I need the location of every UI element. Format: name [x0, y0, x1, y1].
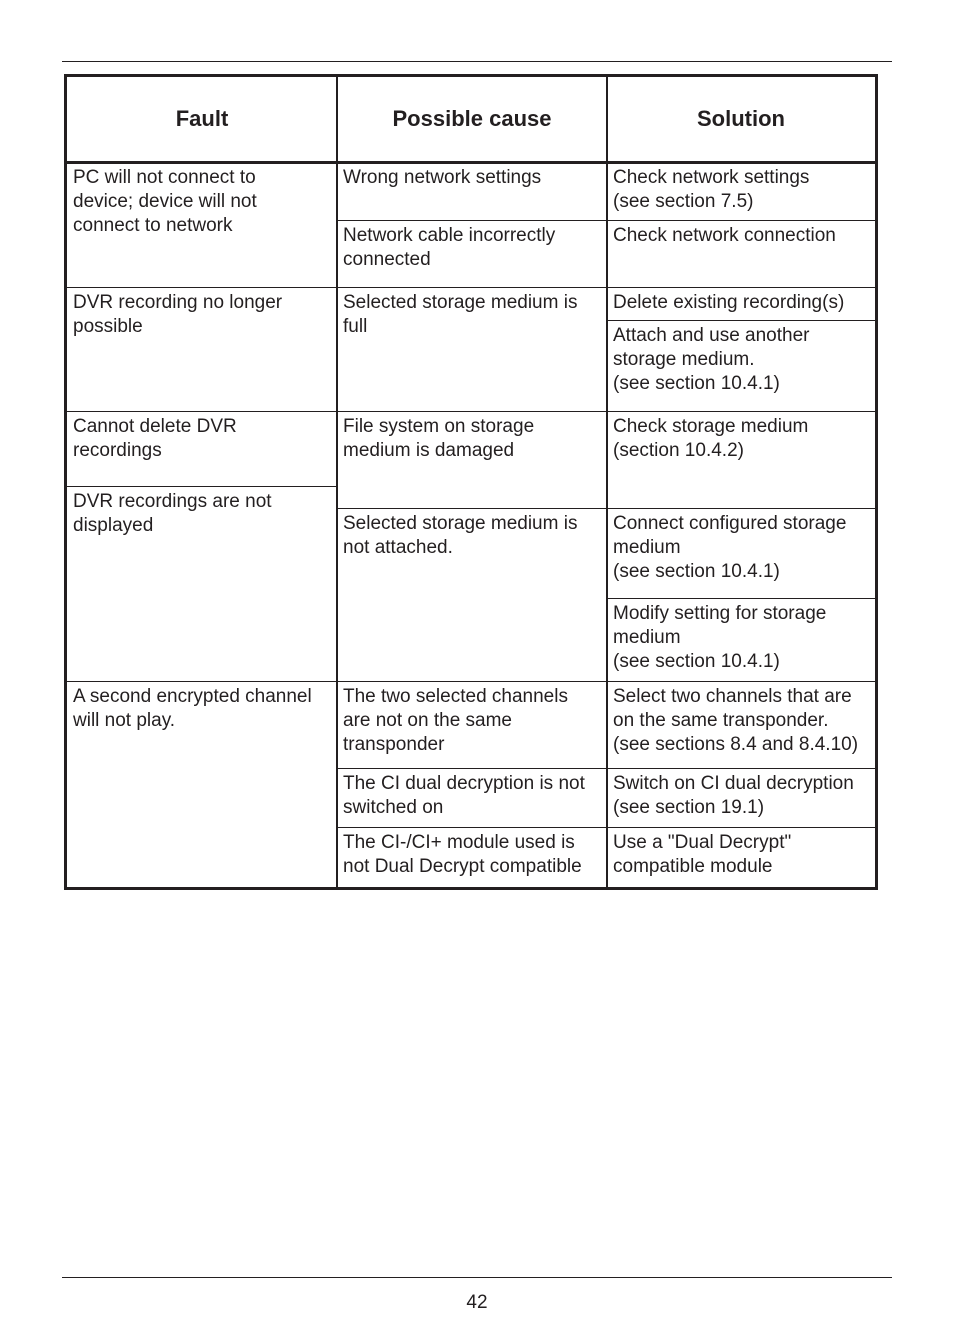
solution-check-network-connection: Check network connection: [613, 225, 836, 246]
fault-not-displayed: DVR recordings are not displayed: [73, 491, 272, 536]
solution-switch-ci-dual: Switch on CI dual decryption (see section 19.1): [613, 773, 854, 818]
troubleshooting-table: [64, 74, 878, 890]
cause-storage-full: Selected storage medium is full: [343, 292, 578, 337]
header-possible-cause: Possible cause: [392, 106, 552, 131]
solution-dual-decrypt-module: Use a "Dual Decrypt" compatible module: [613, 832, 792, 877]
header-solution: Solution: [697, 106, 785, 131]
cause-file-system-damaged: File system on storage medium is damaged: [343, 416, 535, 461]
fault-dvr-recording: DVR recording no longer possible: [73, 292, 283, 337]
solution-delete-recordings: Delete existing recording(s): [613, 292, 845, 313]
solution-check-network-settings: Check network settings (see section 7.5): [613, 167, 810, 212]
cause-different-transponder: The two selected channels are not on the same transponder: [343, 686, 568, 755]
bottom-rule: [62, 1277, 892, 1278]
cause-module-incompatible: The CI-/CI+ module used is not Dual Decrypt compatible: [343, 832, 582, 877]
solution-attach-storage: Attach and use another storage medium. (see section 10.4.1): [613, 325, 810, 394]
solution-connect-storage: Connect configured storage medium (see section 10.4.1): [613, 513, 847, 582]
solution-modify-setting: Modify setting for storage medium (see section 10.4.1): [613, 603, 827, 672]
cause-wrong-network-settings: Wrong network settings: [343, 167, 542, 188]
solution-same-transponder: Select two channels that are on the same transponder. (see sections 8.4 and 8.4.10): [613, 686, 859, 755]
solution-check-storage: Check storage medium (section 10.4.2): [613, 416, 809, 461]
header-fault: Fault: [175, 106, 229, 131]
top-rule: [62, 61, 892, 62]
cause-storage-not-attached: Selected storage medium is not attached.: [343, 513, 578, 558]
cause-ci-dual-off: The CI dual decryption is not switched on: [343, 773, 585, 818]
fault-encrypted-channel: A second encrypted channel will not play.: [73, 686, 312, 731]
cause-network-cable: Network cable incorrectly connected: [343, 225, 556, 270]
fault-network: PC will not connect to device; device will not connect to network: [73, 167, 257, 236]
page-number: 42: [466, 1292, 488, 1313]
fault-cannot-delete: Cannot delete DVR recordings: [73, 416, 237, 461]
